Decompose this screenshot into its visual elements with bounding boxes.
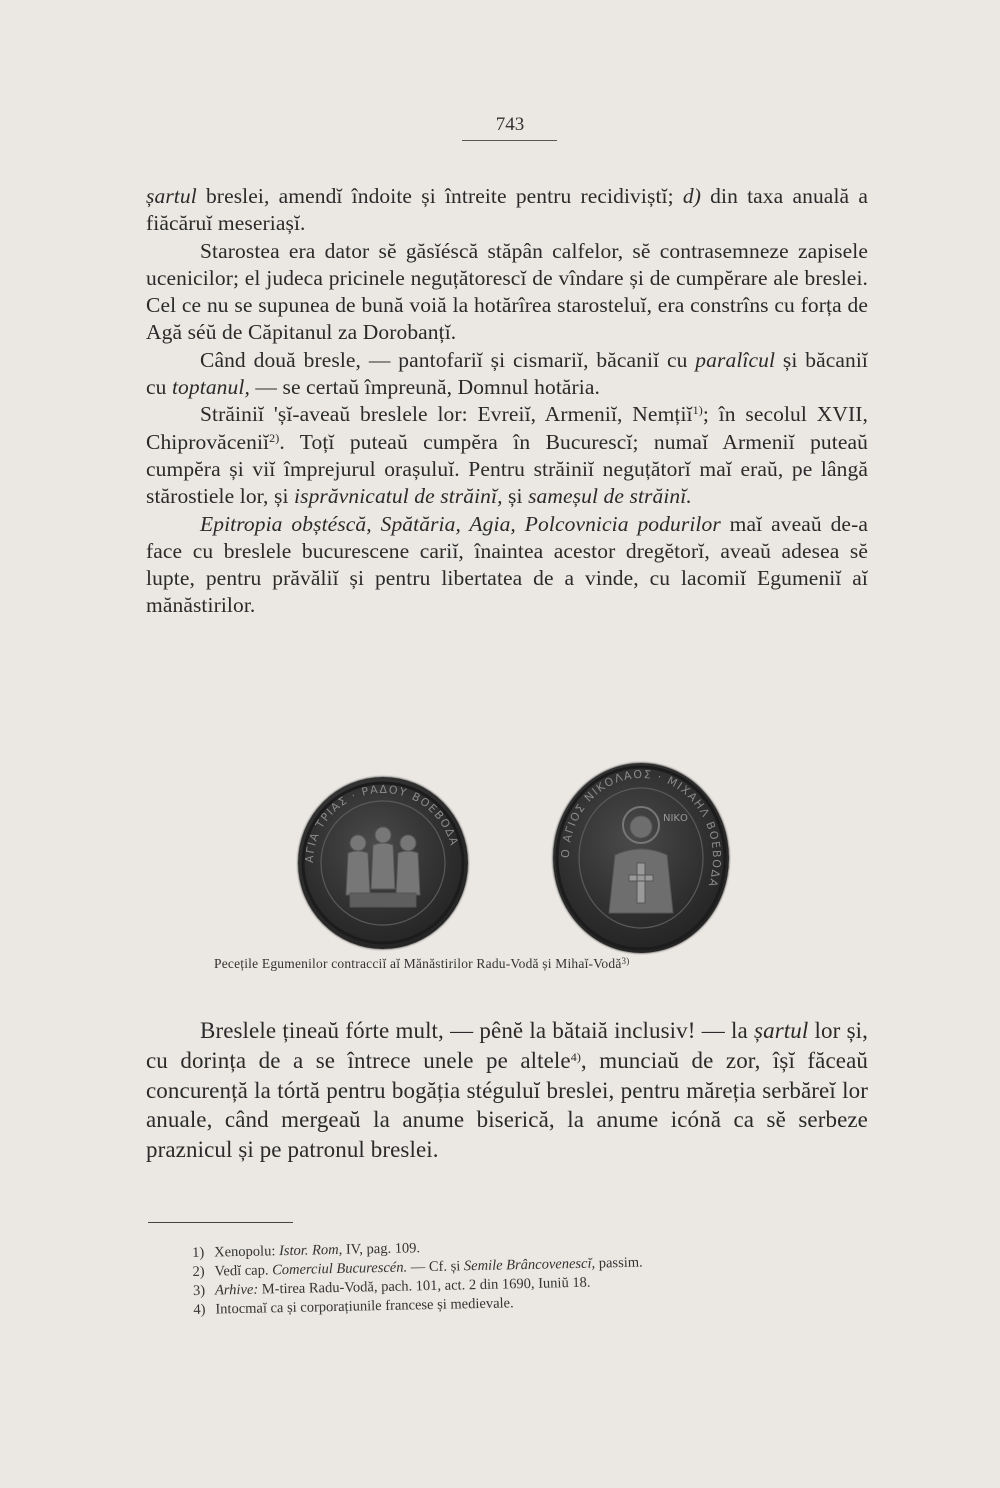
- text-span: din taxa anuală a fiăcăruĭ meseriașĭ.: [146, 184, 868, 236]
- footnote-number: 4): [193, 1301, 206, 1318]
- paragraph: [146, 183, 868, 238]
- text-span: Intocmaĭ ca și corporațiunile francese și medievale.: [215, 1295, 514, 1318]
- seal-right-inner: ΝΙΚΟ: [663, 813, 688, 824]
- paragraph: [146, 1016, 868, 1165]
- body-text-top: [146, 183, 868, 620]
- footnote-number: 2): [192, 1263, 205, 1280]
- footnote-ref: 4): [570, 1049, 581, 1064]
- italic-span: șartul: [146, 184, 197, 208]
- seal-radu-voda: [298, 777, 468, 949]
- italic-span: d): [682, 184, 701, 208]
- footnote-number: 3): [192, 1282, 206, 1299]
- footnote-ref: 1): [692, 403, 703, 418]
- body-text-bottom: [146, 1016, 868, 1165]
- text-span: și băcaniĭ cu: [146, 347, 868, 400]
- figure-caption-note: 3): [621, 956, 630, 966]
- italic-span: Istor. Rom: [278, 1241, 339, 1260]
- text-span: Xenopolu:: [214, 1243, 280, 1261]
- text-span: — Cf. și: [406, 1258, 465, 1276]
- text-span: Breslele țineaŭ fórte mult, — pênĕ la bătaiă inclusiv! — la: [200, 1018, 755, 1043]
- seal-right-legend: Ο ΑΓΙΟΣ ΝΙΚΟΛΑΟΣ · ΜΙΧΑΗΛ ΒΟΕΒΟΔΑ: [558, 767, 724, 890]
- text-span: breslei, amendĭ îndoite și întreite pentru recidiviștĭ;: [196, 184, 683, 208]
- italic-span: paralîcul: [695, 347, 776, 372]
- paragraph: [146, 511, 868, 620]
- text-span: ; în secolul XVII, Chiprovăceniĭ: [146, 402, 868, 454]
- italic-span: Arhive:: [214, 1281, 259, 1299]
- text-span: Vedĭ cap.: [214, 1262, 273, 1280]
- footnotes: [192, 1231, 813, 1320]
- text-span: lor și, cu dorința de a se întrece unele pe altele: [146, 1018, 868, 1073]
- seal-mihai-voda-drawing: [553, 763, 729, 953]
- italic-span: sameșul de străinĭ.: [528, 484, 692, 509]
- text-span: și: [502, 484, 529, 509]
- text-span: Când două bresle, — pantofariĭ și cismariĭ, băcaniĭ cu: [200, 347, 696, 372]
- seal-mihai-voda: [553, 763, 729, 953]
- page-number-rule: [462, 140, 557, 141]
- italic-span: Semile Brâncovenescĭ,: [463, 1255, 596, 1275]
- paragraph: [146, 401, 868, 510]
- italic-span: isprăvnicatul de străinĭ,: [294, 484, 503, 509]
- footnote-rule: [148, 1222, 293, 1223]
- footnote-number: 1): [192, 1244, 205, 1261]
- figure-caption: [214, 956, 814, 972]
- text-span: , IV, pag. 109.: [338, 1240, 421, 1258]
- page-number: 743: [495, 114, 525, 135]
- text-span: , munciaŭ de zor, îșĭ făceaŭ concurență la tórtă pentru bogăția stéguluĭ breslei, pentru măreția serbăreĭ lor anuale, când mergeaŭ la anume biserică, la anume icónă ca sĕ serbeze praznicul și pe patronul breslei.: [146, 1047, 868, 1163]
- seal-left-legend: ΑΓΙΑ ΤΡΙΑΣ · ΡΑΔΟΥ ΒΟΕΒΟΔΑ: [302, 782, 461, 864]
- seal-radu-voda-drawing: [298, 777, 468, 949]
- italic-span: Epitropia obștéscă, Spătăria, Agia, Polcovnicia podurilor: [200, 511, 721, 536]
- text-span: M-tirea Radu-Vodă, pach. 101, act. 2 din 1690, Iuniŭ 18.: [258, 1274, 591, 1298]
- text-span: Străiniĭ 'șĭ-aveaŭ breslele lor: Evreiĭ, Armeniĭ, Nemțiĭ: [200, 402, 693, 427]
- text-span: maĭ aveaŭ de-a face cu breslele bucurescene cariĭ, înaintea acestor dregĕtorĭ, aveaŭ adesea sĕ lupte, pentru prăvăliĭ și pentru libertatea de a vinde, cu lacomiĭ Egumeniĭ aĭ mănăstirilor.: [146, 511, 868, 618]
- paragraph: [146, 347, 868, 402]
- italic-span: șartul: [754, 1018, 809, 1043]
- italic-span: Comerciul Bucurescén.: [271, 1259, 408, 1279]
- italic-span: toptanul,: [171, 375, 250, 400]
- figure-caption-text: Pecețile Egumenilor contracciĭ aĭ Mănăstirilor Radu-Vodă și Mihaĭ-Vodă: [214, 956, 622, 971]
- text-span: passim.: [595, 1254, 643, 1272]
- text-span: . Toțĭ puteaŭ cumpĕra în Bucurescĭ; numaĭ Armeniĭ puteaŭ cumpĕra și viĭ împrejurul orașuluĭ. Pentru străiniĭ neguțătorĭ maĭ eraŭ, pe lângă stărostiele lor, și: [146, 429, 868, 509]
- paragraph: [146, 238, 868, 347]
- text-span: Starostea era dator sĕ găsĭéscă stăpân calfelor, sĕ contrasemneze zapisele ucenicilor; el judeca pricinele neguțătorescĭ de vîndare și de cumpĕrare ale breslei. Cel ce nu se supunea de bună voiă la hotărîrea starosteluĭ, era constrîns cu forța de Agă séŭ de Căpitanul za Dorobanțĭ.: [146, 238, 868, 345]
- footnote-ref: 2): [269, 430, 280, 445]
- text-span: — se certaŭ împreună, Domnul hotăria.: [249, 375, 600, 400]
